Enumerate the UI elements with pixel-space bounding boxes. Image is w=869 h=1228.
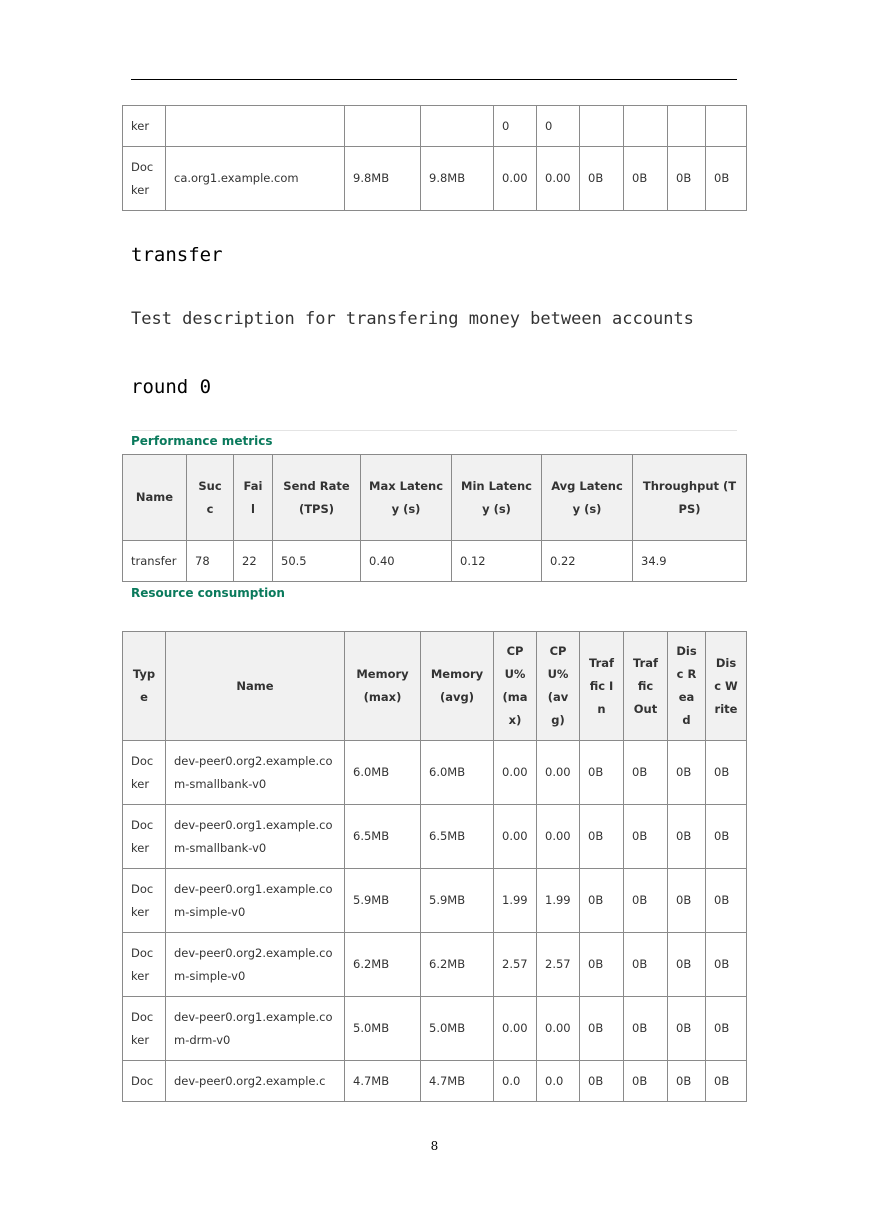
- table-row: [123, 1061, 747, 1102]
- cell-memory-max: 9.8MB: [345, 147, 421, 211]
- cell-memory-avg: [421, 106, 494, 147]
- section-rule: [131, 430, 737, 431]
- cell-cpu-max: 2.57: [494, 933, 537, 997]
- table-row: [123, 933, 747, 997]
- cell-type: Docker: [123, 147, 166, 211]
- resource-caption: Resource consumption: [131, 586, 285, 600]
- cell-type: Docker: [123, 869, 166, 933]
- cell-disc-write: 0B: [706, 147, 747, 211]
- header-throughput: Throughput (TPS): [633, 455, 747, 541]
- cell-succ: 78: [187, 541, 234, 582]
- header-type: Type: [123, 632, 166, 741]
- cell-type: ker: [123, 106, 166, 147]
- header-min-latency: Min Latency (s): [452, 455, 542, 541]
- header-name: Name: [123, 455, 187, 541]
- header-max-latency: Max Latency (s): [361, 455, 452, 541]
- table-row: [123, 741, 747, 805]
- cell-name: dev-peer0.org2.example.com-smallbank-v0: [166, 741, 345, 805]
- cell-name: [166, 106, 345, 147]
- cell-disc-write: [706, 106, 747, 147]
- cell-cpu-avg: 1.99: [537, 869, 580, 933]
- header-disc-write: Disc Write: [706, 632, 747, 741]
- header-traffic-out: Traffic Out: [624, 632, 668, 741]
- cell-name: dev-peer0.org1.example.com-drm-v0: [166, 997, 345, 1061]
- cell-disc-read: 0B: [668, 805, 706, 869]
- cell-name: dev-peer0.org2.example.com-simple-v0: [166, 933, 345, 997]
- cell-traffic-out: 0B: [624, 147, 668, 211]
- cell-max-latency: 0.40: [361, 541, 452, 582]
- header-fail: Fail: [234, 455, 273, 541]
- cell-traffic-out: 0B: [624, 741, 668, 805]
- cell-memory-max: 5.0MB: [345, 997, 421, 1061]
- cell-memory-avg: 6.0MB: [421, 741, 494, 805]
- cell-traffic-in: 0B: [580, 805, 624, 869]
- cell-memory-max: [345, 106, 421, 147]
- cell-cpu-avg: 2.57: [537, 933, 580, 997]
- cell-cpu-max: 0: [494, 106, 537, 147]
- cell-memory-max: 6.2MB: [345, 933, 421, 997]
- cell-disc-write: 0B: [706, 933, 747, 997]
- cell-traffic-in: 0B: [580, 933, 624, 997]
- cell-cpu-avg: 0.00: [537, 997, 580, 1061]
- cell-throughput: 34.9: [633, 541, 747, 582]
- cell-disc-read: [668, 106, 706, 147]
- performance-table: [122, 454, 747, 582]
- header-avg-latency: Avg Latency (s): [542, 455, 633, 541]
- cell-name: ca.org1.example.com: [166, 147, 345, 211]
- page-number: 8: [430, 1139, 439, 1153]
- header-succ: Succ: [187, 455, 234, 541]
- cell-disc-write: 0B: [706, 1061, 747, 1102]
- cell-traffic-out: 0B: [624, 1061, 668, 1102]
- cell-cpu-max: 0.00: [494, 997, 537, 1061]
- cell-memory-avg: 5.9MB: [421, 869, 494, 933]
- table-row: [123, 869, 747, 933]
- cell-disc-read: 0B: [668, 997, 706, 1061]
- cell-traffic-in: 0B: [580, 147, 624, 211]
- cell-memory-max: 6.5MB: [345, 805, 421, 869]
- cell-traffic-out: 0B: [624, 997, 668, 1061]
- resource-table: [122, 631, 747, 1102]
- cell-memory-max: 4.7MB: [345, 1061, 421, 1102]
- cell-cpu-avg: 0.00: [537, 805, 580, 869]
- cell-type: Doc: [123, 1061, 166, 1102]
- cell-cpu-avg: 0: [537, 106, 580, 147]
- header-name: Name: [166, 632, 345, 741]
- header-memory-max: Memory (max): [345, 632, 421, 741]
- cell-name: dev-peer0.org1.example.com-simple-v0: [166, 869, 345, 933]
- cell-memory-max: 5.9MB: [345, 869, 421, 933]
- cell-cpu-avg: 0.0: [537, 1061, 580, 1102]
- cell-disc-read: 0B: [668, 1061, 706, 1102]
- header-disc-read: Disc Read: [668, 632, 706, 741]
- cell-type: Docker: [123, 997, 166, 1061]
- header-cpu-avg: CPU% (avg): [537, 632, 580, 741]
- cell-min-latency: 0.12: [452, 541, 542, 582]
- test-description: Test description for transfering money between accounts: [131, 309, 694, 329]
- table-row: [123, 805, 747, 869]
- cell-type: Docker: [123, 741, 166, 805]
- cell-disc-write: 0B: [706, 741, 747, 805]
- cell-disc-write: 0B: [706, 997, 747, 1061]
- cell-cpu-avg: 0.00: [537, 147, 580, 211]
- table-row: [123, 997, 747, 1061]
- cell-traffic-out: 0B: [624, 805, 668, 869]
- performance-caption: Performance metrics: [131, 434, 273, 448]
- cell-send-rate: 50.5: [273, 541, 361, 582]
- cell-avg-latency: 0.22: [542, 541, 633, 582]
- cell-type: Docker: [123, 933, 166, 997]
- header-send-rate: Send Rate (TPS): [273, 455, 361, 541]
- round-heading: round 0: [131, 376, 212, 398]
- resource-table-continued: [122, 105, 747, 211]
- cell-memory-avg: 6.2MB: [421, 933, 494, 997]
- header-cpu-max: CPU% (max): [494, 632, 537, 741]
- cell-memory-max: 6.0MB: [345, 741, 421, 805]
- cell-cpu-max: 0.00: [494, 741, 537, 805]
- cell-name: dev-peer0.org2.example.c: [166, 1061, 345, 1102]
- cell-traffic-out: 0B: [624, 869, 668, 933]
- header-memory-avg: Memory (avg): [421, 632, 494, 741]
- cell-name: dev-peer0.org1.example.com-smallbank-v0: [166, 805, 345, 869]
- cell-cpu-max: 0.00: [494, 147, 537, 211]
- cell-disc-read: 0B: [668, 147, 706, 211]
- cell-traffic-out: 0B: [624, 933, 668, 997]
- table-header-row: [123, 632, 747, 741]
- cell-traffic-in: 0B: [580, 741, 624, 805]
- cell-memory-avg: 6.5MB: [421, 805, 494, 869]
- cell-disc-write: 0B: [706, 805, 747, 869]
- cell-disc-read: 0B: [668, 869, 706, 933]
- test-heading: transfer: [131, 244, 223, 266]
- cell-memory-avg: 5.0MB: [421, 997, 494, 1061]
- cell-traffic-in: 0B: [580, 997, 624, 1061]
- cell-memory-avg: 9.8MB: [421, 147, 494, 211]
- header-rule: [131, 79, 737, 80]
- header-traffic-in: Traffic In: [580, 632, 624, 741]
- table-row: [123, 541, 747, 582]
- cell-disc-read: 0B: [668, 933, 706, 997]
- table-header-row: [123, 455, 747, 541]
- cell-fail: 22: [234, 541, 273, 582]
- cell-disc-write: 0B: [706, 869, 747, 933]
- cell-name: transfer: [123, 541, 187, 582]
- table-row: [123, 106, 747, 147]
- cell-traffic-in: 0B: [580, 1061, 624, 1102]
- cell-traffic-in: [580, 106, 624, 147]
- cell-cpu-max: 1.99: [494, 869, 537, 933]
- cell-type: Docker: [123, 805, 166, 869]
- cell-cpu-max: 0.00: [494, 805, 537, 869]
- table-row: [123, 147, 747, 211]
- cell-cpu-max: 0.0: [494, 1061, 537, 1102]
- cell-traffic-in: 0B: [580, 869, 624, 933]
- cell-cpu-avg: 0.00: [537, 741, 580, 805]
- cell-traffic-out: [624, 106, 668, 147]
- cell-disc-read: 0B: [668, 741, 706, 805]
- cell-memory-avg: 4.7MB: [421, 1061, 494, 1102]
